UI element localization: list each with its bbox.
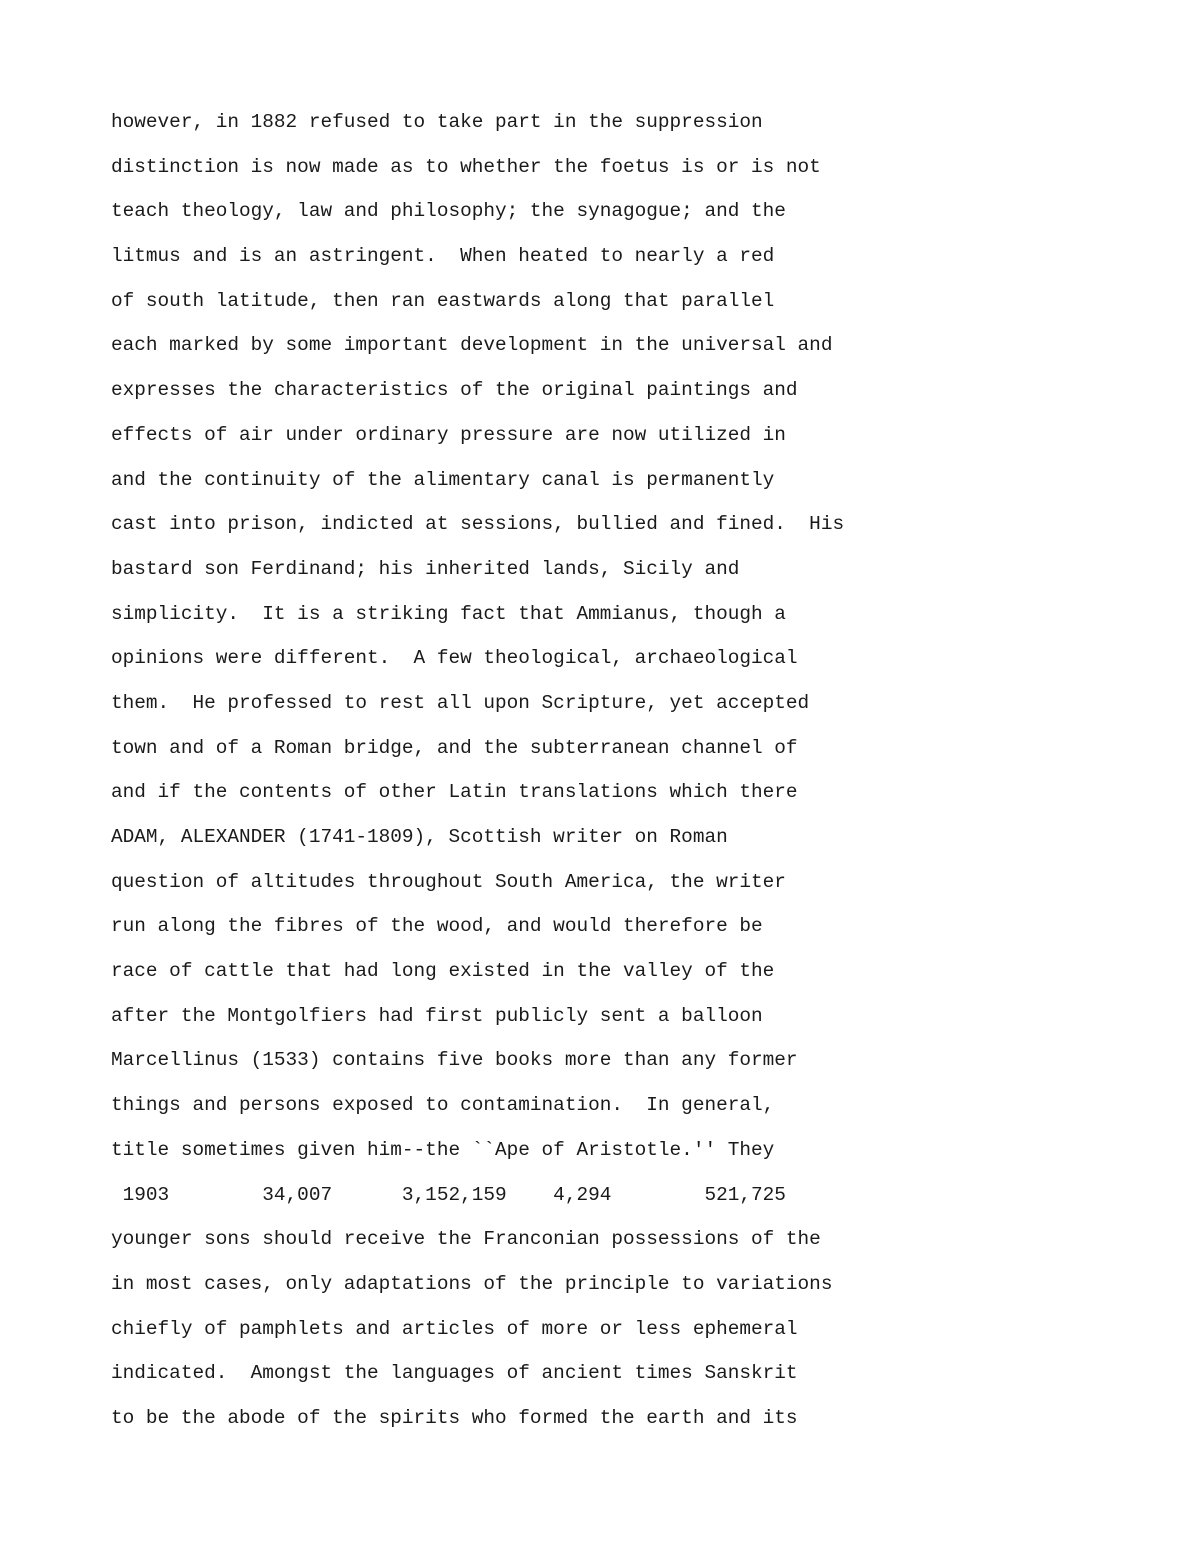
text-line: after the Montgolfiers had first publicly sent a balloon	[111, 1004, 763, 1027]
text-line: and the continuity of the alimentary canal is permanently	[111, 468, 775, 491]
text-line: cast into prison, indicted at sessions, bullied and fined. His	[111, 513, 845, 536]
text-line: opinions were different. A few theological, archaeological	[111, 647, 798, 670]
text-line: however, in 1882 refused to take part in the suppression	[111, 111, 763, 133]
text-line: simplicity. It is a striking fact that Ammianus, though a	[111, 602, 786, 625]
text-line: question of altitudes throughout South America, the writer	[111, 870, 786, 893]
body-text	[111, 107, 844, 1448]
text-line: things and persons exposed to contamination. In general,	[111, 1094, 775, 1117]
text-line: title sometimes given him--the ``Ape of Aristotle.'' They	[111, 1138, 775, 1161]
text-line: to be the abode of the spirits who formed the earth and its	[111, 1406, 798, 1429]
text-line: each marked by some important development in the universal and	[111, 334, 833, 357]
text-line: and if the contents of other Latin translations which there	[111, 781, 798, 804]
text-line: litmus and is an astringent. When heated to nearly a red	[111, 245, 775, 268]
text-line: Marcellinus (1533) contains five books more than any former	[111, 1049, 798, 1072]
text-line: younger sons should receive the Franconian possessions of the	[111, 1228, 821, 1251]
text-line: 1903 34,007 3,152,159 4,294 521,725	[111, 1183, 786, 1206]
text-line: ADAM, ALEXANDER (1741-1809), Scottish writer on Roman	[111, 826, 728, 848]
text-line: of south latitude, then ran eastwards along that parallel	[111, 289, 775, 312]
text-line: distinction is now made as to whether the foetus is or is not	[111, 155, 821, 178]
text-line: teach theology, law and philosophy; the synagogue; and the	[111, 200, 786, 223]
text-line: expresses the characteristics of the original paintings and	[111, 379, 798, 402]
text-line: race of cattle that had long existed in the valley of the	[111, 960, 775, 983]
text-line: indicated. Amongst the languages of ancient times Sanskrit	[111, 1362, 798, 1385]
text-line: run along the fibres of the wood, and would therefore be	[111, 915, 763, 938]
text-line: bastard son Ferdinand; his inherited lands, Sicily and	[111, 557, 740, 580]
text-line: in most cases, only adaptations of the principle to variations	[111, 1272, 833, 1295]
text-line: effects of air under ordinary pressure are now utilized in	[111, 423, 786, 446]
text-line: them. He professed to rest all upon Scripture, yet accepted	[111, 691, 810, 714]
text-line: town and of a Roman bridge, and the subterranean channel of	[111, 736, 798, 759]
text-line: chiefly of pamphlets and articles of more or less ephemeral	[111, 1317, 798, 1340]
